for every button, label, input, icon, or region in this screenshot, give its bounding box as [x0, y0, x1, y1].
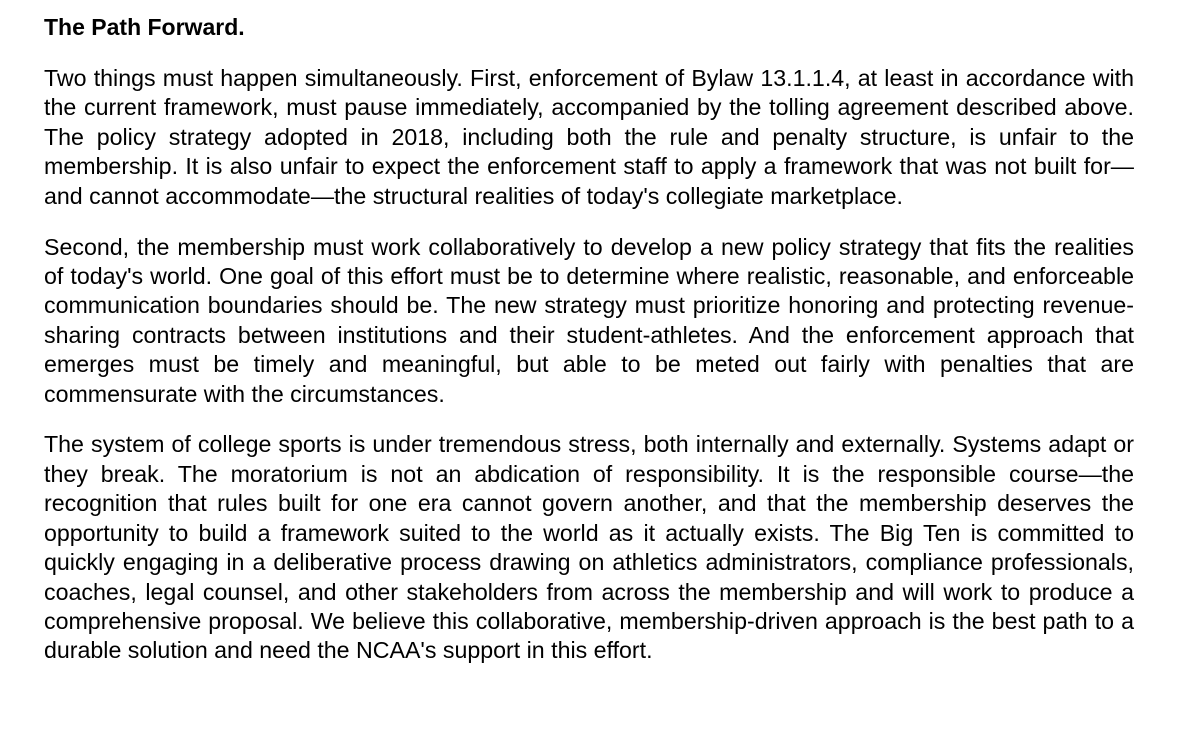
section-heading: The Path Forward. [44, 14, 245, 40]
paragraph-3: The system of college sports is under tremendous stress, both internally and externally. Systems adapt or they break. The moratorium is not an abdication of responsibility. It is the responsible course—the recognition that rules built for one era cannot govern another, and that the membership deserves the opportunity to build a framework suited to the world as it actually exists. The Big Ten is committed to quickly engaging in a deliberative process drawing on athletics administrators, compliance professionals, coaches, legal counsel, and other stakeholders from across the membership and will work to produce a comprehensive proposal. We believe this collaborative, membership-driven approach is the best path to a durable solution and need the NCAA's support in this effort. [44, 431, 1134, 664]
document-page [44, 12, 1134, 666]
paragraph-2: Second, the membership must work collaboratively to develop a new policy strategy that fits the realities of today's world. One goal of this effort must be to determine where realistic, reasonable, and enforceable communication boundaries should be. The new strategy must prioritize honoring and protecting revenue-sharing contracts between institutions and their student-athletes. And the enforcement approach that emerges must be timely and meaningful, but able to be meted out fairly with penalties that are commensurate with the circumstances. [44, 233, 1134, 407]
paragraph-1: Two things must happen simultaneously. First, enforcement of Bylaw 13.1.1.4, at least in accordance with the current framework, must pause immediately, accompanied by the tolling agreement described above. The policy strategy adopted in 2018, including both the rule and penalty structure, is unfair to the membership. It is also unfair to expect the enforcement staff to apply a framework that was not built for—and cannot accommodate—the structural realities of today's collegiate marketplace. [44, 65, 1134, 209]
